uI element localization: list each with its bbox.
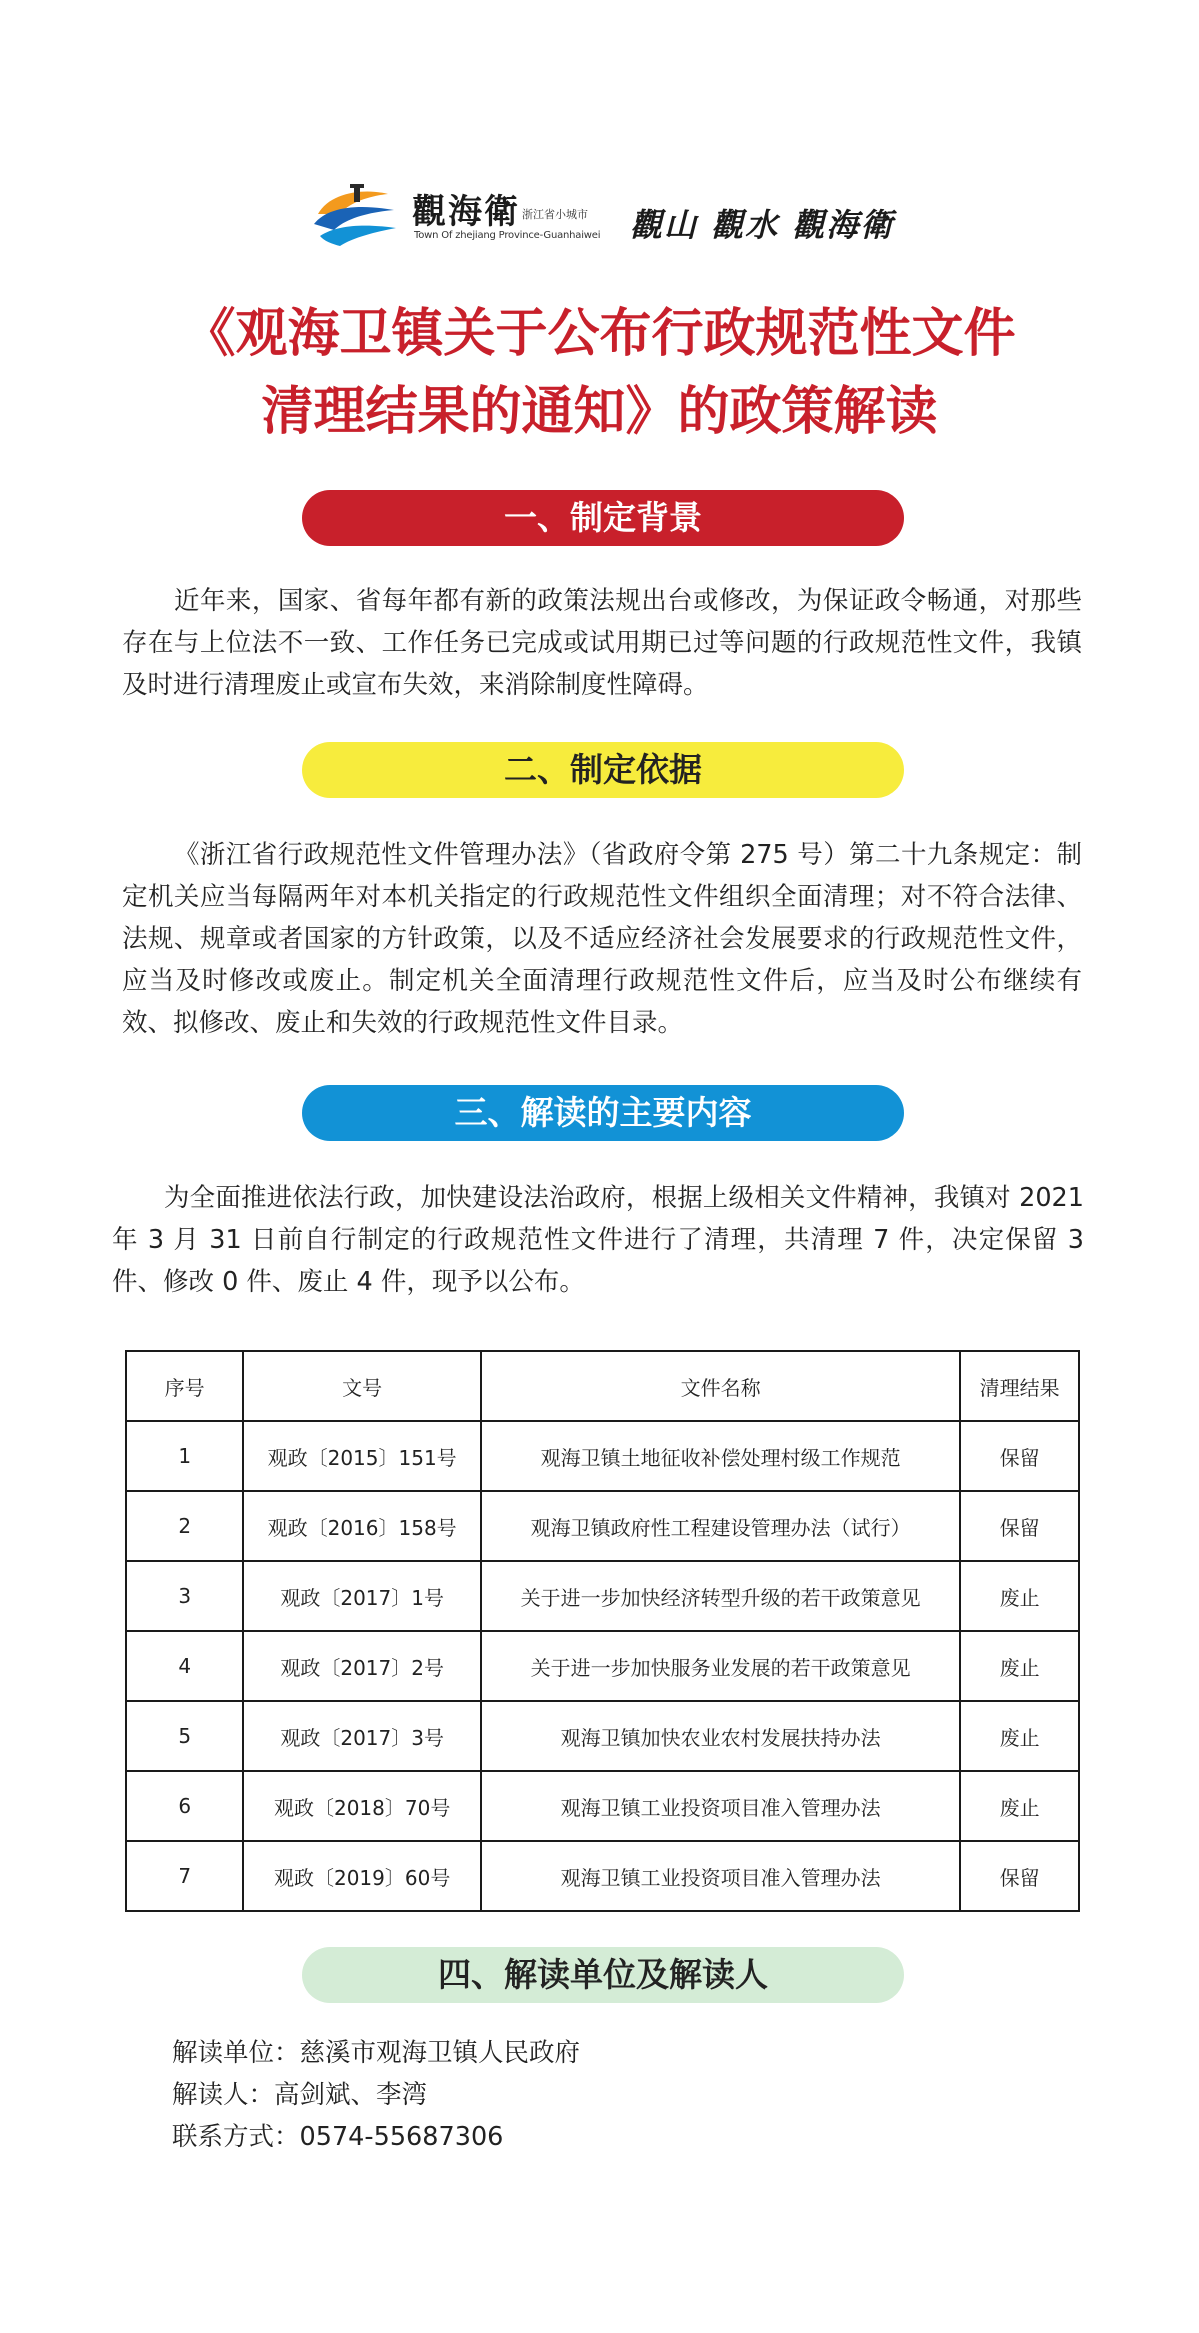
cell-index: 5	[126, 1701, 243, 1771]
cell-index: 3	[126, 1561, 243, 1631]
column-header-doc-number: 文号	[243, 1351, 481, 1421]
cell-doc-name: 观海卫镇政府性工程建设管理办法（试行）	[481, 1491, 960, 1561]
cell-result: 废止	[960, 1631, 1079, 1701]
file-list-table	[125, 1350, 1080, 1912]
cell-index: 1	[126, 1421, 243, 1491]
table-row	[126, 1701, 1079, 1771]
logo-text-en: Town Of zhejiang Province-Guanhaiwei	[414, 230, 601, 241]
interpreter: 解读人：高剑斌、李湾	[172, 2080, 428, 2110]
cell-result: 保留	[960, 1841, 1079, 1911]
section-heading-basis: 二、制定依据	[302, 742, 904, 798]
table-header-row	[126, 1351, 1079, 1421]
cell-result: 废止	[960, 1701, 1079, 1771]
cell-doc-name: 观海卫镇土地征收补偿处理村级工作规范	[481, 1421, 960, 1491]
cell-index: 4	[126, 1631, 243, 1701]
header-logo-area	[310, 180, 910, 270]
contact-info	[172, 2032, 580, 2158]
column-header-index: 序号	[126, 1351, 243, 1421]
section-heading-interpreter: 四、解读单位及解读人	[302, 1947, 904, 2003]
page-title	[0, 295, 1199, 451]
slogan: 觀山 觀水 觀海衛	[630, 206, 895, 244]
section-heading-background: 一、制定背景	[302, 490, 904, 546]
table-row	[126, 1561, 1079, 1631]
contact-phone: 联系方式：0574-55687306	[172, 2122, 504, 2152]
cell-result: 保留	[960, 1491, 1079, 1561]
page-title-line2: 清理结果的通知》的政策解读	[261, 382, 938, 442]
page-title-line1: 《观海卫镇关于公布行政规范性文件	[183, 304, 1016, 364]
table-row	[126, 1491, 1079, 1561]
cell-index: 2	[126, 1491, 243, 1561]
cell-doc-name: 观海卫镇加快农业农村发展扶持办法	[481, 1701, 960, 1771]
cell-doc-name: 关于进一步加快经济转型升级的若干政策意见	[481, 1561, 960, 1631]
cell-index: 6	[126, 1771, 243, 1841]
cell-result: 废止	[960, 1561, 1079, 1631]
section-body-basis: 《浙江省行政规范性文件管理办法》（省政府令第 275 号）第二十九条规定：制定机关应当每隔两年对本机关指定的行政规范性文件组织全面清理；对不符合法律、法规、规章或者国家的方针政策，以及不适应经济社会发展要求的行政规范性文件，应当及时修改或废止。制定机关全面清理行政规范性文件后，应当及时公布继续有效、拟修改、废止和失效的行政规范性文件目录。	[122, 840, 1082, 1038]
logo-wave-icon	[310, 184, 400, 250]
column-header-doc-name: 文件名称	[481, 1351, 960, 1421]
cell-result: 废止	[960, 1771, 1079, 1841]
table-row	[126, 1631, 1079, 1701]
table-row	[126, 1841, 1079, 1911]
cell-doc-name: 观海卫镇工业投资项目准入管理办法	[481, 1841, 960, 1911]
cell-doc-name: 观海卫镇工业投资项目准入管理办法	[481, 1771, 960, 1841]
cell-index: 7	[126, 1841, 243, 1911]
cell-doc-name: 关于进一步加快服务业发展的若干政策意见	[481, 1631, 960, 1701]
interpreting-unit: 解读单位：慈溪市观海卫镇人民政府	[172, 2038, 581, 2068]
cell-doc-number: 观政〔2017〕1号	[243, 1561, 481, 1631]
cell-doc-number: 观政〔2017〕3号	[243, 1701, 481, 1771]
cell-doc-number: 观政〔2015〕151号	[243, 1421, 481, 1491]
section-body-main-content: 为全面推进依法行政，加快建设法治政府，根据上级相关文件精神，我镇对 2021 年 3 月 31 日前自行制定的行政规范性文件进行了清理，共清理 7 件，决定保留 3 件、修改 0 件、废止 4 件，现予以公布。	[112, 1183, 1084, 1297]
cell-doc-number: 观政〔2018〕70号	[243, 1771, 481, 1841]
cell-doc-number: 观政〔2017〕2号	[243, 1631, 481, 1701]
cell-result: 保留	[960, 1421, 1079, 1491]
column-header-result: 清理结果	[960, 1351, 1079, 1421]
logo-text-cn: 觀海衛	[412, 192, 520, 232]
logo-subtitle-cn: 浙江省小城市	[522, 208, 588, 221]
section-heading-main-content: 三、解读的主要内容	[302, 1085, 904, 1141]
cell-doc-number: 观政〔2019〕60号	[243, 1841, 481, 1911]
table-row	[126, 1421, 1079, 1491]
table-row	[126, 1771, 1079, 1841]
cell-doc-number: 观政〔2016〕158号	[243, 1491, 481, 1561]
section-body-background: 近年来，国家、省每年都有新的政策法规出台或修改，为保证政令畅通，对那些存在与上位法不一致、工作任务已完成或试用期已过等问题的行政规范性文件，我镇及时进行清理废止或宣布失效，来消除制度性障碍。	[122, 586, 1082, 700]
